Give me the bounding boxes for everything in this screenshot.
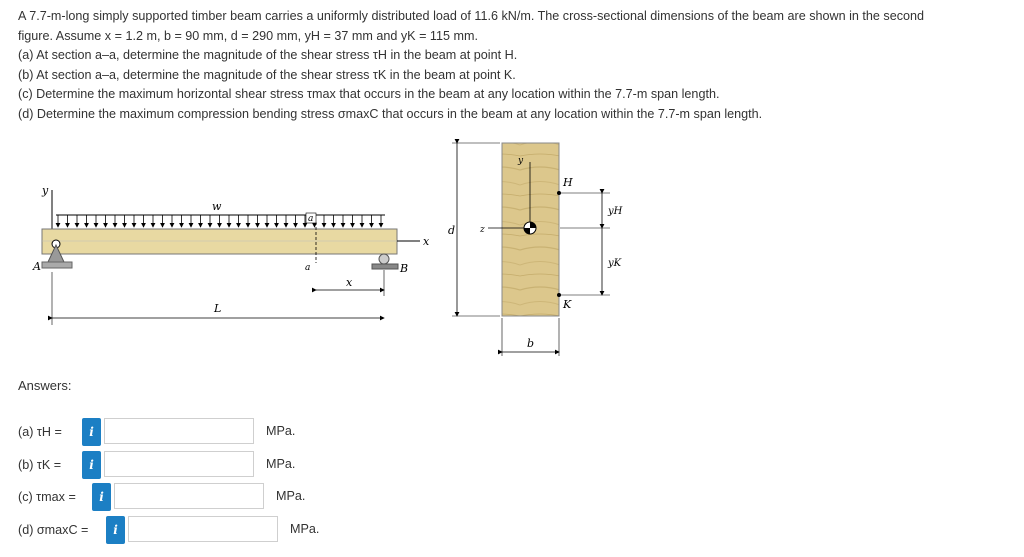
answer-input-d[interactable] [128,516,278,542]
support-b-label: B [400,262,409,275]
width-b-label: b [527,337,535,350]
part-a-text: (a) At section a–a, determine the magnitude of the shear stress τH in the beam at point H. [18,48,518,63]
info-icon[interactable]: i [82,451,101,479]
cross-section [448,143,623,356]
answer-label-c: (c) τmax = [18,490,76,504]
part-d-text: (d) Determine the maximum compression bending stress σmaxC that occurs in the beam at any location within the 7.7-m span length. [18,106,763,121]
answer-label-d: (d) σmaxC = [18,523,89,537]
part-b-text: (b) At section a–a, determine the magnitude of the shear stress τK in the beam at point K. [18,67,516,82]
beam-body [42,229,397,254]
point-k-label: K [563,298,572,311]
beam-elevation [32,184,430,325]
unit-label-c: MPa. [276,489,306,503]
answer-label-a: (a) τH = [18,425,62,439]
problem-line-2: figure. Assume x = 1.2 m, b = 90 mm, d = 290 mm, yH = 37 mm and yK = 115 mm. [18,28,478,43]
z-axis-label: z [480,225,485,235]
depth-d-label: d [448,224,456,237]
info-icon[interactable]: i [106,516,125,544]
span-l-label: L [214,302,222,315]
answer-row-b [18,450,296,480]
unit-label-b: MPa. [266,457,296,471]
x-dimension-label: x [346,276,353,289]
unit-label-d: MPa. [290,522,320,536]
problem-line-1: A 7.7-m-long simply supported timber beam carries a uniformly distributed load of 11.6 kN/m. The cross-sectional dimensions of the beam are shown in the second [18,9,925,23]
answer-row-d [18,515,320,545]
load-w-label: w [212,200,222,213]
info-icon[interactable]: i [92,483,111,511]
answer-row-a [18,417,296,447]
part-c-text: (c) Determine the maximum horizontal shear stress τmax that occurs in the beam at any location within the 7.7-m span length. [18,87,720,102]
beam-figures [0,128,1024,358]
answer-input-a[interactable] [104,418,254,444]
answer-input-b[interactable] [104,451,254,477]
answer-row-c [18,482,306,512]
section-a-top: a [308,214,314,224]
x-axis-label: x [423,235,430,248]
answer-input-c[interactable] [114,483,264,509]
yk-label: yK [608,258,622,269]
section-a-bottom: a [305,263,311,273]
section-y-label: y [518,156,524,166]
roller-support-b [379,254,389,264]
answers-title: Answers: [18,378,72,393]
unit-label-a: MPa. [266,424,296,438]
point-h-label: H [563,176,573,189]
answer-label-b: (b) τK = [18,458,62,472]
problem-statement [18,7,1022,125]
support-a-label: A [33,260,41,273]
info-icon[interactable]: i [82,418,101,446]
y-axis-label: y [42,184,49,197]
load-arrows [58,215,381,227]
yh-label: yH [608,206,623,217]
